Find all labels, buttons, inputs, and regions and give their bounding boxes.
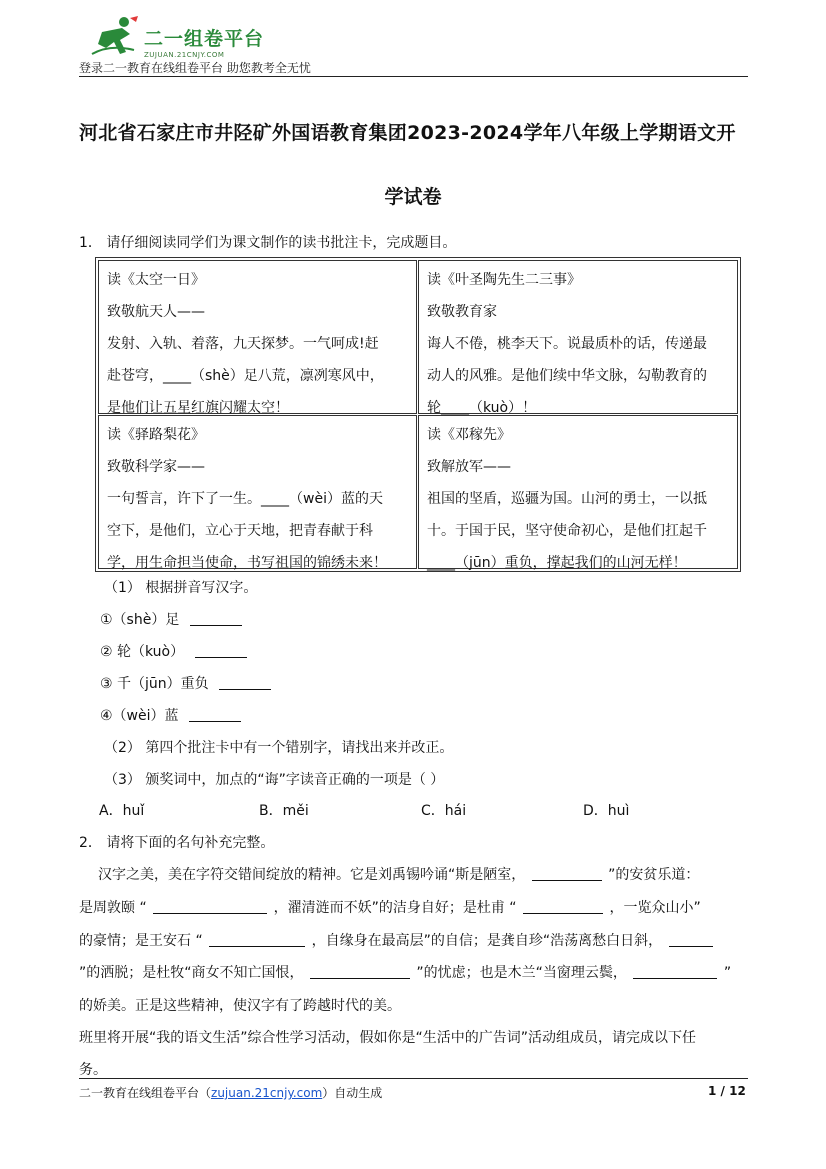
- answer-blank[interactable]: [195, 643, 247, 658]
- card-line: 致敬科学家——: [107, 459, 205, 475]
- answer-blank[interactable]: [523, 899, 603, 914]
- card-line: 祖国的坚盾，巡疆为国。山河的勇士，一以抵: [427, 491, 707, 507]
- brand-name: 二一组卷平台: [144, 28, 265, 50]
- text-run: 汉字之美，美在字符交错间绽放的精神。它是刘禹锡吟诵“斯是陋室，: [98, 867, 526, 883]
- text-run: ”的安贫乐道：: [608, 867, 700, 883]
- card-line: 赴苍穹，____（shè）足八荒，凛冽寒风中，: [107, 368, 384, 384]
- q1-item-1: [100, 609, 242, 629]
- item-label: ③ 千（jūn）重负: [100, 676, 209, 692]
- runner-logo-icon: [90, 14, 144, 60]
- footer-link[interactable]: zujuan.21cnjy.com: [211, 1086, 323, 1100]
- card-line: 读《邓稼先》: [427, 427, 511, 443]
- answer-blank[interactable]: [153, 899, 267, 914]
- text-run: ”的忧虑；也是木兰“当窗理云鬓，: [416, 965, 627, 981]
- q2-line-7: 务。: [79, 1062, 107, 1078]
- answer-blank[interactable]: [209, 932, 305, 947]
- annotation-card: [418, 415, 738, 569]
- item-label: ④（wèi）蓝: [100, 708, 179, 724]
- site-logo[interactable]: [90, 14, 280, 60]
- card-line: 十。于国于民，坚守使命初心，是他们扛起千: [427, 523, 707, 539]
- card-line: 空下，是他们，立心于天地，把青春献于科: [107, 523, 373, 539]
- card-line: 致敬教育家: [427, 304, 497, 320]
- annotation-card: [98, 415, 417, 569]
- text-run: ，一览众山小”: [609, 900, 701, 916]
- brand-url: ZUJUAN.21CNJY.COM: [144, 51, 225, 59]
- text-run: ”的洒脱；是杜牧“商女不知亡国恨，: [79, 965, 304, 981]
- exam-title-line-2: 学试卷: [384, 186, 442, 208]
- answer-blank[interactable]: [310, 964, 410, 979]
- footer-divider: [79, 1078, 748, 1079]
- answer-blank[interactable]: [633, 964, 717, 979]
- card-line: 读《叶圣陶先生二三事》: [427, 272, 581, 288]
- q2-line-3: [79, 930, 715, 950]
- q1-item-3: [100, 673, 271, 693]
- q1-stem: 1． 请仔细阅读同学们为课文制作的读书批注卡，完成题目。: [79, 235, 457, 251]
- annotation-card-table: [95, 257, 741, 572]
- q1-sub1: （1） 根据拼音写汉字。: [104, 580, 258, 596]
- choice-option-c[interactable]: C．hái: [421, 803, 467, 819]
- q1-sub2: （2） 第四个批注卡中有一个错别字，请找出来并改正。: [104, 740, 454, 756]
- q2-line-6: 班里将开展“我的语文生活”综合性学习活动，假如你是“生活中的广告词”活动组成员，请完成以下任: [79, 1030, 697, 1046]
- item-label: ①（shè）足: [100, 612, 180, 628]
- q2-line-4: [79, 962, 731, 982]
- card-line: 致敬航天人——: [107, 304, 205, 320]
- text-run: ，濯清涟而不妖”的洁身自好；是杜甫 “: [273, 900, 517, 916]
- choice-option-a[interactable]: A．huǐ: [99, 803, 145, 819]
- card-line: 轮____（kuò）！: [427, 400, 537, 416]
- q1-item-4: [100, 705, 241, 725]
- text-run: ”: [723, 965, 732, 981]
- answer-blank[interactable]: [669, 932, 713, 947]
- card-line: 读《驿路梨花》: [107, 427, 205, 443]
- text-run: ，自缘身在最高层”的自信；是龚自珍“浩荡离愁白日斜，: [311, 933, 663, 949]
- answer-blank[interactable]: [189, 707, 241, 722]
- answer-blank[interactable]: [219, 675, 271, 690]
- card-line: 学，用生命担当使命，书写祖国的锦绣未来！: [107, 555, 387, 571]
- q1-item-2: [100, 641, 247, 661]
- q2-line-5: 的娇美。正是这些精神，使汉字有了跨越时代的美。: [79, 998, 401, 1014]
- card-line: 动人的风雅。是他们续中华文脉，勾勒教育的: [427, 368, 707, 384]
- q1-sub3: （3） 颁奖词中，加点的“诲”字读音正确的一项是（ ）: [104, 772, 445, 788]
- card-line: 发射、入轨、着落，九天探梦。一气呵成!赶: [107, 336, 379, 352]
- choice-option-b[interactable]: B．měi: [259, 803, 309, 819]
- choice-option-d[interactable]: D．huì: [583, 803, 630, 819]
- page-number: 1 / 12: [708, 1084, 746, 1098]
- annotation-card: [418, 260, 738, 414]
- q2-line-1: [98, 864, 699, 884]
- card-line: 致解放军——: [427, 459, 511, 475]
- card-line: 诲人不倦，桃李天下。说最质朴的话，传递最: [427, 336, 707, 352]
- item-label: ② 轮（kuò）: [100, 644, 185, 660]
- card-line: 读《太空一日》: [107, 272, 205, 288]
- footer-text: ）自动生成: [322, 1086, 383, 1100]
- answer-blank[interactable]: [190, 611, 242, 626]
- q2-stem: 2． 请将下面的名句补充完整。: [79, 835, 275, 851]
- header-slogan: 登录二一教育在线组卷平台 助您教考全无忧: [79, 61, 311, 75]
- text-run: 的豪情；是王安石 “: [79, 933, 203, 949]
- q2-line-2: [79, 897, 701, 917]
- footer-source: [79, 1084, 382, 1101]
- answer-blank[interactable]: [532, 866, 602, 881]
- card-line: 一句誓言，许下了一生。____（wèi）蓝的天: [107, 491, 383, 507]
- annotation-card: [98, 260, 417, 414]
- card-line: ____（jūn）重负，撑起我们的山河无样！: [427, 555, 687, 571]
- card-line: 是他们让五星红旗闪耀太空！: [107, 400, 289, 416]
- footer-text: 二一教育在线组卷平台（: [79, 1086, 212, 1100]
- exam-title-line-1: 河北省石家庄市井陉矿外国语教育集团2023-2024学年八年级上学期语文开: [79, 122, 736, 144]
- header-divider: [79, 76, 748, 77]
- text-run: 是周敦颐 “: [79, 900, 147, 916]
